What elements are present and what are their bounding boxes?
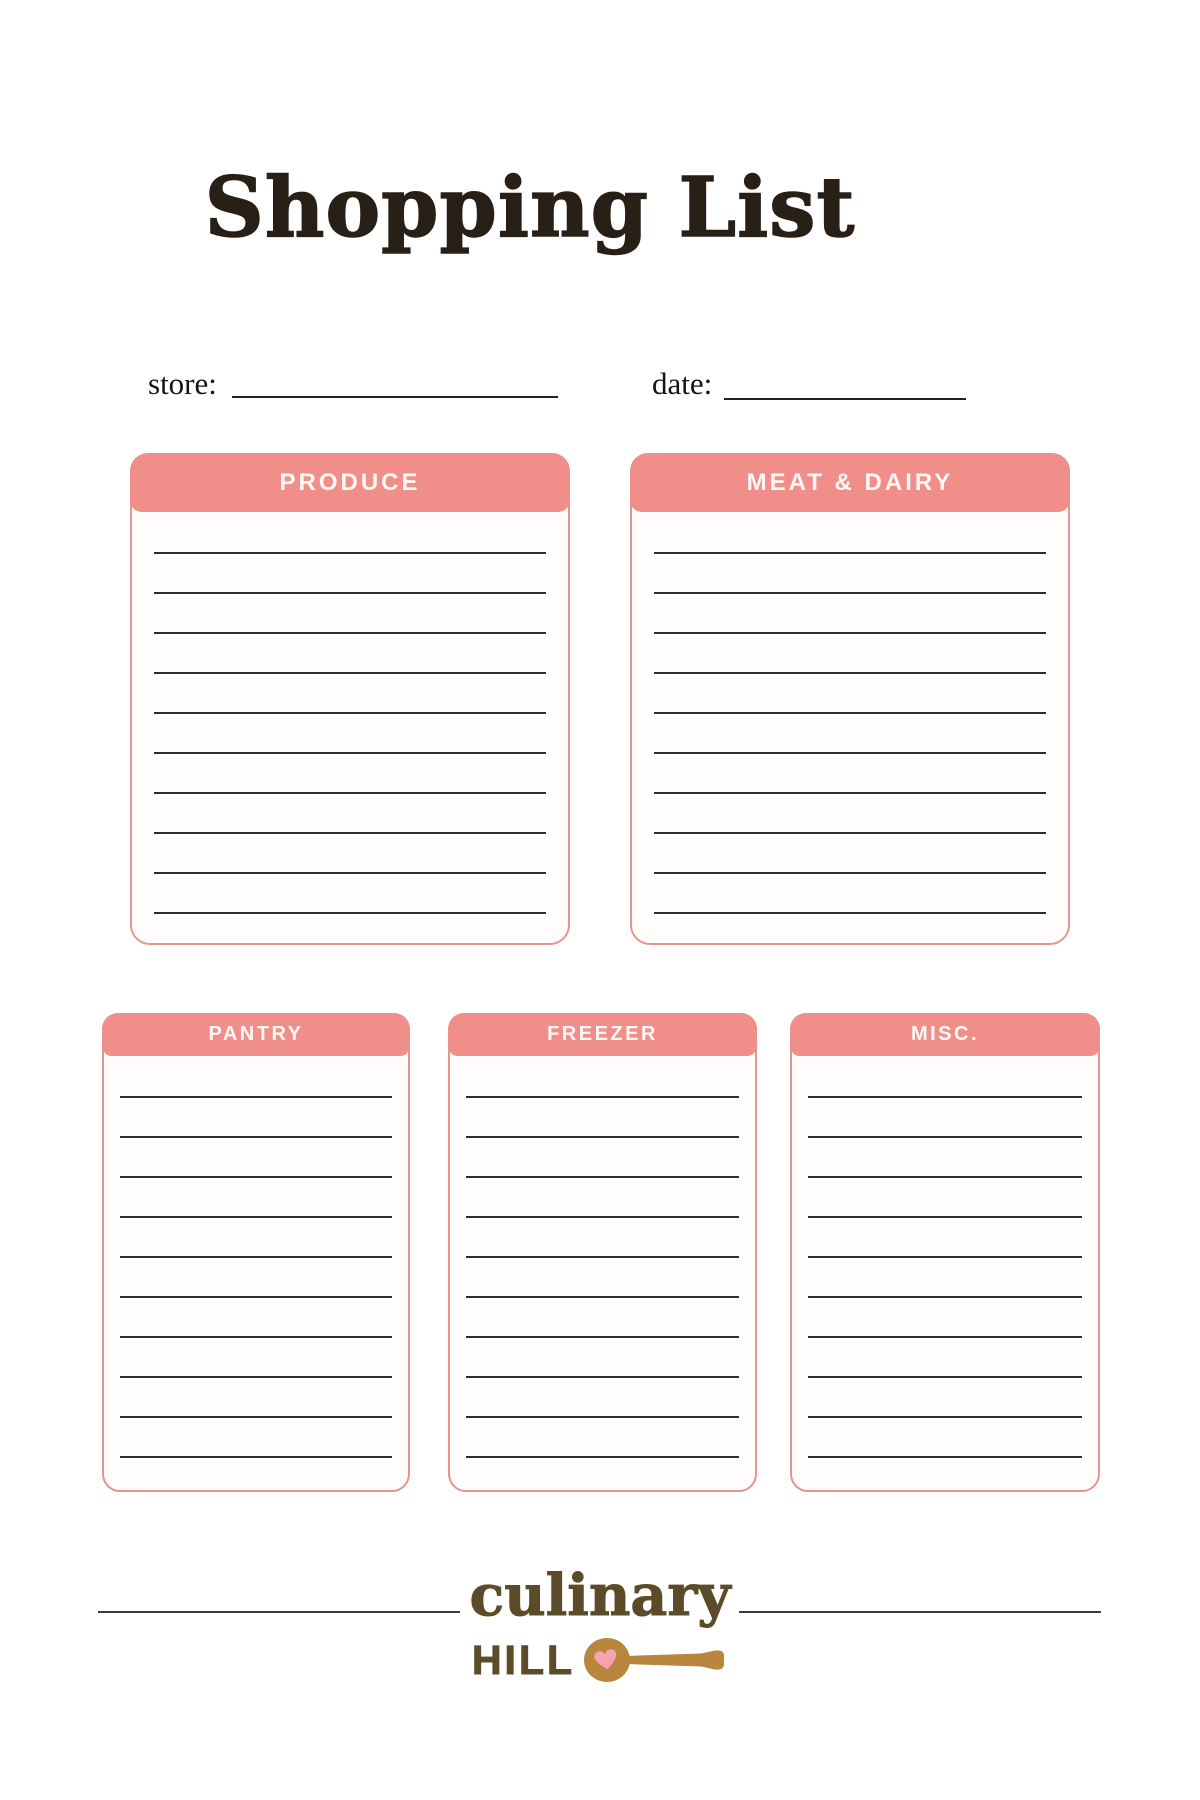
list-line[interactable] [808, 1258, 1082, 1298]
brand-row [420, 1634, 780, 1686]
wooden-spoon-icon [583, 1634, 728, 1686]
list-line[interactable] [808, 1058, 1082, 1098]
list-line[interactable] [808, 1098, 1082, 1138]
section-produce-lines [154, 514, 546, 914]
list-line[interactable] [808, 1338, 1082, 1378]
date-label: date: [652, 366, 713, 401]
list-line[interactable] [466, 1058, 739, 1098]
section-pantry-lines [120, 1058, 392, 1458]
list-line[interactable] [120, 1298, 392, 1338]
list-line[interactable] [808, 1378, 1082, 1418]
section-produce-header [130, 453, 570, 512]
date-input-line[interactable] [724, 398, 966, 400]
list-line[interactable] [154, 514, 546, 554]
list-line[interactable] [154, 834, 546, 874]
list-line[interactable] [808, 1218, 1082, 1258]
list-line[interactable] [466, 1178, 739, 1218]
list-line[interactable] [466, 1418, 739, 1458]
footer-divider-right [739, 1611, 1101, 1613]
list-line[interactable] [654, 714, 1046, 754]
list-line[interactable] [654, 514, 1046, 554]
section-freezer-lines [466, 1058, 739, 1458]
section-pantry-header [102, 1013, 410, 1056]
list-line[interactable] [120, 1338, 392, 1378]
list-line[interactable] [654, 794, 1046, 834]
list-line[interactable] [120, 1178, 392, 1218]
list-line[interactable] [808, 1138, 1082, 1178]
list-line[interactable] [154, 794, 546, 834]
list-line[interactable] [808, 1418, 1082, 1458]
list-line[interactable] [808, 1298, 1082, 1338]
section-freezer-title: FREEZER [547, 1023, 658, 1045]
list-line[interactable] [654, 554, 1046, 594]
section-produce-title: PRODUCE [279, 468, 421, 496]
list-line[interactable] [654, 754, 1046, 794]
list-line[interactable] [154, 754, 546, 794]
list-line[interactable] [466, 1218, 739, 1258]
section-misc-header [790, 1013, 1100, 1056]
section-misc-title: MISC. [910, 1023, 980, 1045]
brand-wordmark-hill: HILL [471, 1636, 576, 1683]
list-line[interactable] [466, 1298, 739, 1338]
list-line[interactable] [654, 674, 1046, 714]
list-line[interactable] [154, 874, 546, 914]
list-line[interactable] [120, 1058, 392, 1098]
list-line[interactable] [120, 1418, 392, 1458]
list-line[interactable] [466, 1338, 739, 1378]
list-line[interactable] [120, 1378, 392, 1418]
list-line[interactable] [466, 1138, 739, 1178]
section-pantry-title: PANTRY [208, 1023, 304, 1045]
section-pantry [102, 1013, 410, 1492]
list-line[interactable] [120, 1098, 392, 1138]
list-line[interactable] [120, 1138, 392, 1178]
list-line[interactable] [654, 834, 1046, 874]
section-meat-dairy [630, 453, 1070, 945]
list-line[interactable] [154, 634, 546, 674]
list-line[interactable] [654, 874, 1046, 914]
section-produce [130, 453, 570, 945]
list-line[interactable] [466, 1258, 739, 1298]
section-meat-dairy-lines [654, 514, 1046, 914]
section-freezer [448, 1013, 757, 1492]
store-label: store: [148, 366, 217, 401]
footer-divider-left [98, 1611, 460, 1613]
list-line[interactable] [154, 714, 546, 754]
list-line[interactable] [808, 1178, 1082, 1218]
section-freezer-header [448, 1013, 757, 1056]
section-misc-lines [808, 1058, 1082, 1458]
list-line[interactable] [466, 1098, 739, 1138]
store-input-line[interactable] [232, 396, 558, 398]
list-line[interactable] [120, 1258, 392, 1298]
section-meat-dairy-header [630, 453, 1070, 512]
list-line[interactable] [120, 1218, 392, 1258]
brand-wordmark-culinary: culinary [469, 1562, 731, 1629]
list-line[interactable] [466, 1378, 739, 1418]
section-misc [790, 1013, 1100, 1492]
list-line[interactable] [654, 594, 1046, 634]
list-line[interactable] [154, 594, 546, 634]
page-title: Shopping List [204, 160, 856, 256]
list-line[interactable] [154, 554, 546, 594]
list-line[interactable] [154, 674, 546, 714]
list-line[interactable] [654, 634, 1046, 674]
section-meat-dairy-title: MEAT & DAIRY [746, 468, 954, 496]
